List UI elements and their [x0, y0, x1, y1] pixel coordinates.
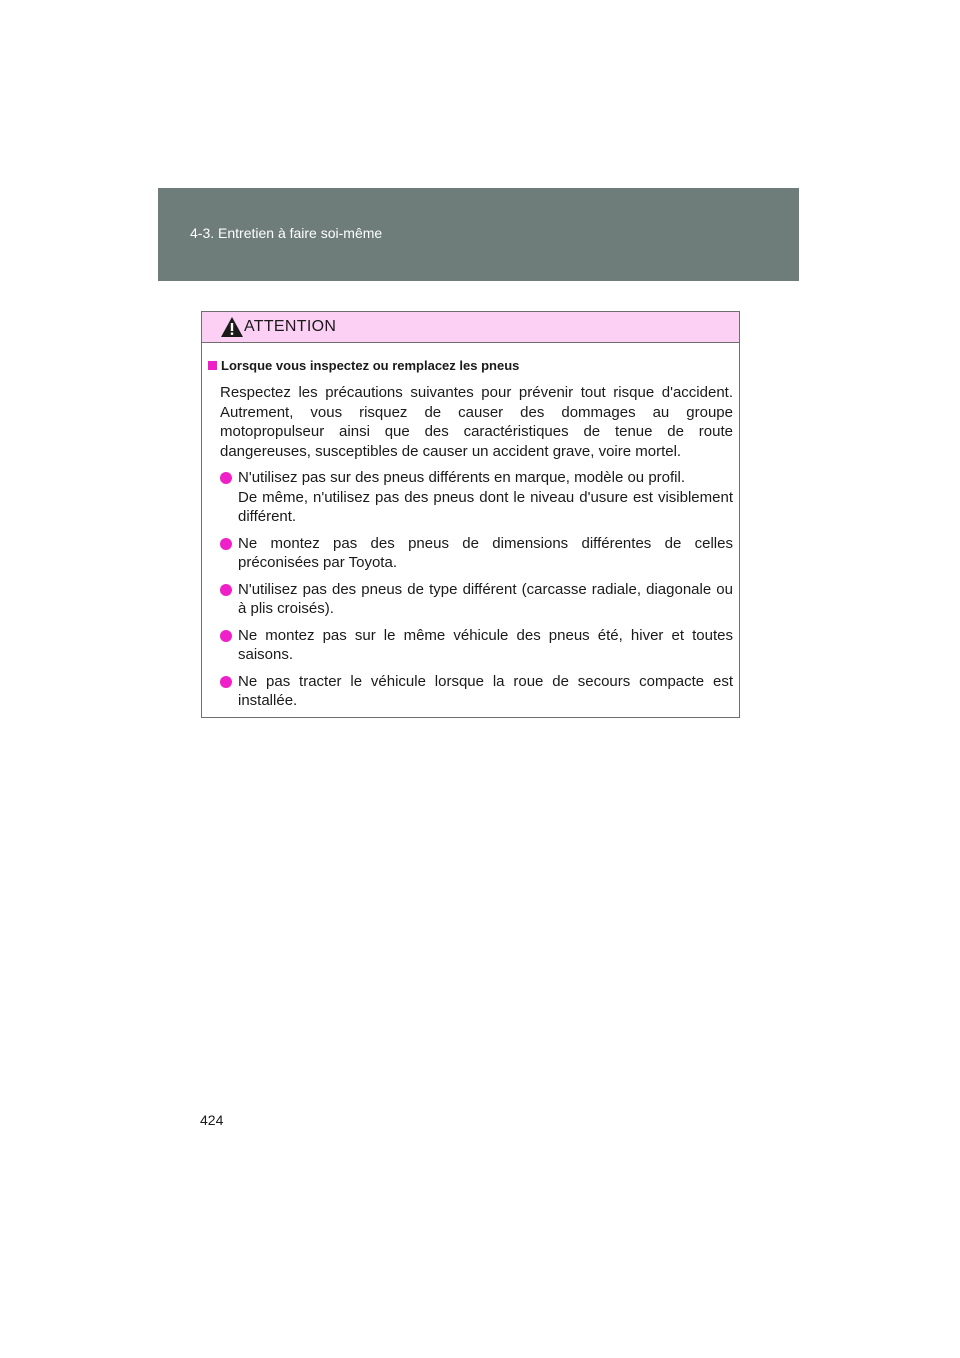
list-item-text: N'utilisez pas des pneus de type différent (carcasse radiale, diagonale ou à plis croisés). [238, 580, 733, 617]
list-item-text: Ne montez pas des pneus de dimensions différentes de celles préconisées par Toyota. [238, 534, 733, 571]
list-item-text-continued: De même, n'utilisez pas des pneus dont le niveau d'usure est visiblement différent. [238, 488, 733, 525]
caution-body [202, 343, 739, 711]
list-item-text: N'utilisez pas sur des pneus différents en marque, modèle ou profil. [238, 469, 685, 486]
caution-subheading [208, 358, 733, 373]
subheading-text: Lorsque vous inspectez ou remplacez les pneus [221, 358, 520, 373]
list-item [220, 534, 733, 573]
square-bullet-icon [208, 361, 217, 370]
intro-paragraph: Respectez les précautions suivantes pour prévenir tout risque d'accident. Autrement, vous risquez de causer des dommages au groupe motopropulseur ainsi que des caractéristiques de tenue de route dangereuses, susceptibles de causer un accident grave, voire mortel. [220, 384, 733, 460]
bullet-dot-icon [220, 584, 232, 596]
caution-box [201, 311, 740, 718]
page-number: 424 [200, 1112, 224, 1128]
list-item [220, 626, 733, 665]
caution-title: ATTENTION [244, 318, 337, 335]
list-item [220, 468, 733, 527]
list-item [220, 672, 733, 711]
list-item-text: Ne pas tracter le véhicule lorsque la roue de secours compacte est installée. [238, 672, 733, 709]
list-item-text: Ne montez pas sur le même véhicule des pneus été, hiver et toutes saisons. [238, 626, 733, 663]
bullet-dot-icon [220, 472, 232, 484]
bullet-dot-icon [220, 676, 232, 688]
list-item [220, 580, 733, 619]
section-title: 4-3. Entretien à faire soi-même [190, 225, 383, 241]
bullet-dot-icon [220, 630, 232, 642]
caution-header [202, 312, 739, 343]
chapter-header-band [158, 188, 799, 281]
bullet-dot-icon [220, 538, 232, 550]
warning-triangle-icon [220, 316, 244, 338]
